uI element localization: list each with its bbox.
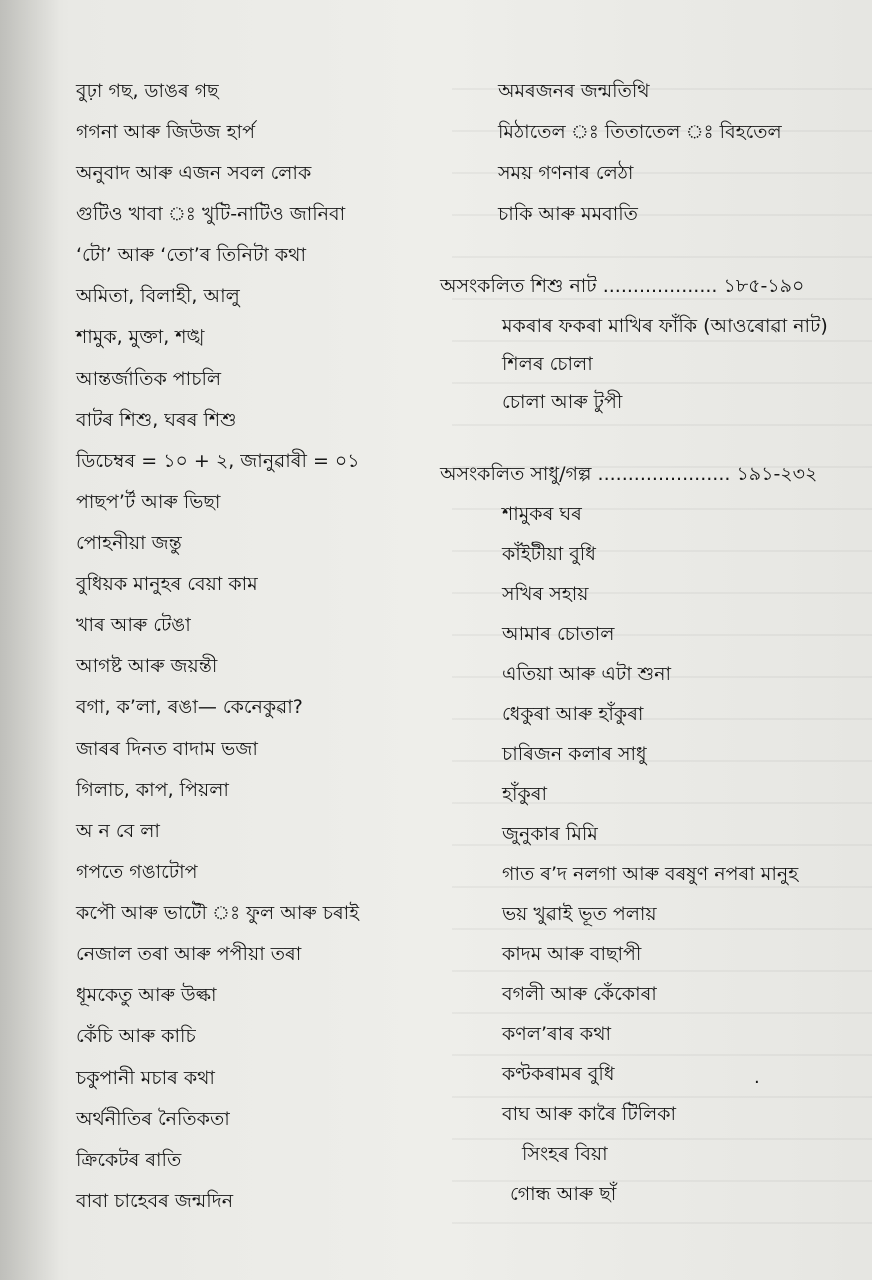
list-item: গিলাচ, কাপ, পিয়লা xyxy=(76,779,229,801)
list-item: শামুক, মুক্তা, শঙ্খ xyxy=(76,326,205,348)
list-item: ‘টো’ আৰু ‘তো’ৰ তিনিটা কথা xyxy=(76,244,306,266)
list-item: মকৰাৰ ফকৰা মাখিৰ ফাঁকি (আওৰোৱা নাট) xyxy=(502,315,828,337)
list-item: গুটিও খাবা ঃ খুটি-নাটিও জানিবা xyxy=(76,203,346,225)
list-item: এতিয়া আৰু এটা শুনা xyxy=(502,663,671,685)
section-title: অসংকলিত সাধু/গল্প xyxy=(440,463,592,485)
list-item: সময় গণনাৰ লেঠা xyxy=(498,162,634,184)
list-item: খাৰ আৰু টেঙা xyxy=(76,614,191,636)
list-item: শিলৰ চোলা xyxy=(502,353,593,375)
list-item: অমৰজনৰ জন্মতিথি xyxy=(498,80,650,102)
list-item: শামুকৰ ঘৰ xyxy=(502,503,582,525)
list-item: অৰ্থনীতিৰ নৈতিকতা xyxy=(76,1108,230,1130)
section-title: অসংকলিত শিশু নাট xyxy=(440,275,597,297)
stray-mark: . xyxy=(754,1067,760,1088)
list-item: কপৌ আৰু ভাটৌ ঃ ফুল আৰু চৰাই xyxy=(76,902,360,924)
list-item: অনুবাদ আৰু এজন সবল লোক xyxy=(76,162,312,184)
list-item: জুনুকাৰ মিমি xyxy=(502,823,598,845)
list-item: বাঘ আৰু কাৰৈ টিলিকা xyxy=(502,1103,677,1125)
list-item: বুঢ়া গছ, ডাঙৰ গছ xyxy=(76,80,219,102)
list-item: চাৰিজন কলাৰ সাধু xyxy=(502,743,647,765)
list-item: বুধিয়ক মানুহৰ বেয়া কাম xyxy=(76,573,258,595)
list-item: সখিৰ সহায় xyxy=(502,583,589,605)
list-item: ক্ৰিকেটৰ ৰাতি xyxy=(76,1149,182,1171)
list-item: কণ্টকৰামৰ বুধি xyxy=(502,1063,615,1085)
list-item: চকুপানী মচাৰ কথা xyxy=(76,1067,215,1089)
list-item: মিঠাতেল ঃ তিতাতেল ঃ বিহতেল xyxy=(498,121,782,143)
list-item: অমিতা, বিলাহী, আলু xyxy=(76,285,240,307)
list-item: কাদম আৰু বাছাপী xyxy=(502,943,642,965)
list-item: ভয় খুৱাই ভূত পলায় xyxy=(502,903,657,925)
list-item: ডিচেম্বৰ = ১০ + ২, জানুৱাৰী = ০১ xyxy=(76,450,360,472)
list-item: বাটৰ শিশু, ঘৰৰ শিশু xyxy=(76,409,237,431)
page-range: ১৯১-২৩২ xyxy=(736,463,818,485)
list-item: আমাৰ চোতাল xyxy=(502,623,615,645)
list-item: আন্তৰ্জাতিক পাচলি xyxy=(76,368,222,390)
list-item: ধেকুৰা আৰু হাঁকুৰা xyxy=(502,703,644,725)
list-item: বাবা চাহেবৰ জন্মদিন xyxy=(76,1190,234,1212)
section-heading-children-plays xyxy=(440,274,804,298)
list-item: চোলা আৰু টুপী xyxy=(502,391,623,413)
list-item: কাঁইটীয়া বুধি xyxy=(502,543,596,565)
list-item: গগনা আৰু জিউজ হাৰ্প xyxy=(76,121,255,143)
list-item: বগা, ক’লা, ৰঙা— কেনেকুৱা? xyxy=(76,696,303,718)
list-item: গপতে গঙাটোপ xyxy=(76,861,198,883)
list-item: পোহনীয়া জন্তু xyxy=(76,532,182,554)
leader-dots: ................... xyxy=(602,275,718,297)
list-item: সিংহৰ বিয়া xyxy=(522,1143,608,1165)
list-item: অ ন বে লা xyxy=(76,820,160,842)
page-shadow xyxy=(0,0,60,1280)
list-item: হাঁকুৰা xyxy=(502,783,547,805)
list-item: বগলী আৰু কেঁকোৰা xyxy=(502,983,657,1005)
list-item: চাকি আৰু মমবাতি xyxy=(498,203,638,225)
list-item: ধূমকেতু আৰু উল্কা xyxy=(76,984,217,1006)
list-item: গোন্ধ আৰু ছাঁ xyxy=(510,1183,617,1205)
list-item: গাত ৰ’দ নলগা আৰু বৰষুণ নপৰা মানুহ xyxy=(502,863,799,885)
list-item: নেজাল তৰা আৰু পপীয়া তৰা xyxy=(76,943,302,965)
section-heading-stories xyxy=(440,462,817,486)
list-item: পাছপ’ৰ্ট আৰু ভিছা xyxy=(76,491,221,513)
list-item: কেঁচি আৰু কাচি xyxy=(76,1025,196,1047)
list-item: আগষ্ট আৰু জয়ন্তী xyxy=(76,655,218,677)
list-item: কণল’ৰাৰ কথা xyxy=(502,1023,612,1045)
leader-dots: ...................... xyxy=(597,463,731,485)
list-item: জাৰৰ দিনত বাদাম ভজা xyxy=(76,738,258,760)
page-range: ১৮৫-১৯০ xyxy=(723,275,805,297)
